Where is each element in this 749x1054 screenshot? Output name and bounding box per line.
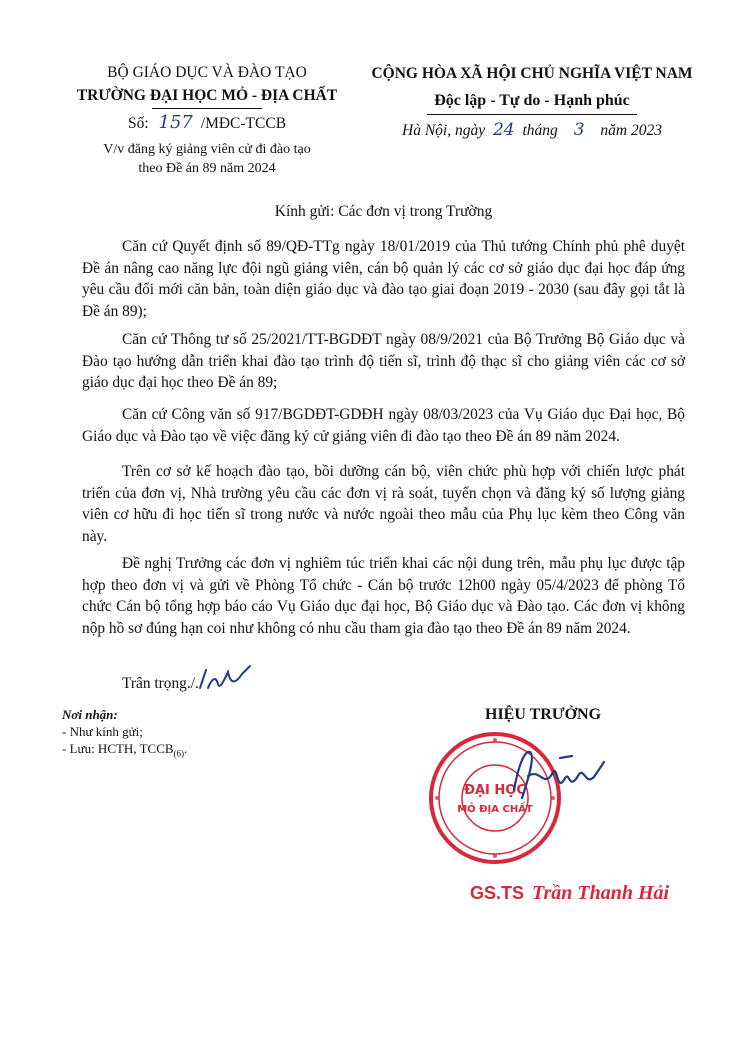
closing: Trân trọng./. [122,675,199,692]
ministry-name: BỘ GIÁO DỤC VÀ ĐÀO TẠO [107,64,307,81]
recipients-line-2 [62,740,187,763]
paragraph-3: Căn cứ Công văn số 917/BGDĐT-GDĐH ngày 08/03/2023 của Vụ Giáo dục Đại học, Bộ Giáo dục và Đào tạo về việc đăng ký cử giảng viên đi đào tạo theo Đề án 89 năm 2024. [82,406,685,445]
seal-text-1: ĐẠI HỌC [464,783,526,798]
recipients-line-2-end: . [184,741,188,756]
country-name: CỘNG HÒA XÃ HỘI CHỦ NGHĨA VIỆT NAM [371,65,693,82]
date-suffix: năm 2023 [600,122,662,139]
initials-mark [196,662,256,694]
greeting: Kính gửi: Các đơn vị trong Trường [274,203,493,220]
signer-name [470,882,669,905]
university-name: TRƯỜNG ĐẠI HỌC MỎ - ĐỊA CHẤT [76,87,338,104]
recipients-title: Nơi nhận: [62,707,118,722]
date-prefix: Hà Nội, ngày [402,122,486,139]
header-right [352,62,712,143]
handwritten-signature [500,742,650,812]
number-prefix: Số: [127,115,149,132]
signer-fullname: Trần Thanh Hải [532,882,670,904]
header-left [62,62,352,136]
national-motto: Độc lập - Tự do - Hạnh phúc [434,92,630,109]
recipients-line-1: - Như kính gửi; [62,724,143,739]
motto-underline [427,114,637,115]
paragraph-4: Trên cơ sở kế hoạch đào tạo, bồi dưỡng cán bộ, viên chức phù hợp với chiến lược phát triển của đơn vị, Nhà trường yêu cầu các đơn vị rà soát, tuyển chọn và đăng ký số lượng giảng viên cơ hữu đi học tiến sĩ trong nước và nước ngoài theo mẫu của Phụ lục kèm theo Công văn này. [82,463,685,545]
date-day: 24 [492,120,515,140]
recipients [62,706,187,763]
university-underline [152,108,262,109]
subject-line-1: V/v đăng ký giảng viên cử đi đào tạo [103,142,311,157]
document-number [62,111,352,136]
paragraph-2: Căn cứ Thông tư số 25/2021/TT-BGDĐT ngày 08/9/2021 của Bộ Trưởng Bộ Giáo dục và Đào tạo hướng dẫn triển khai đào tạo trình độ tiến sĩ, trình độ thạc sĩ cho giảng viên các cơ sở giáo dục đại học theo Đề án 89; [82,331,685,392]
number-handwritten: 157 [158,112,193,133]
paragraph-1: Căn cứ Quyết định số 89/QĐ-TTg ngày 18/01/2019 của Thủ tướng Chính phủ phê duyệt Đề án nâng cao năng lực đội ngũ giảng viên, cán bộ quản lý các cơ sở giáo dục đại học đáp ứng yêu cầu đổi mới căn bản, toàn diện giáo dục và đào tạo giai đoạn 2019 - 2030 (sau đây gọi tắt là Đề án 89); [82,238,685,320]
subject-line-2: theo Đề án 89 năm 2024 [138,161,276,176]
number-suffix: /MĐC-TCCB [200,115,287,132]
date-month: 3 [573,120,585,140]
paragraph-5: Đề nghị Trưởng các đơn vị nghiêm túc triển khai các nội dung trên, mẫu phụ lục được tập hợp theo đơn vị và gửi về Phòng Tổ chức - Cán bộ trước 12h00 ngày 05/4/2023 để phòng Tổ chức Cán bộ tổng hợp báo cáo Vụ Giáo dục đại học, Bộ Giáo dục và Đào tạo. Các đơn vị không nộp hồ sơ đúng hạn coi như không có nhu cầu tham gia đào tạo theo Đề án 89 năm 2024. [82,555,685,637]
signer-title: GS.TS [470,883,525,903]
date-month-word: tháng [522,122,558,139]
signer-role: HIỆU TRƯỞNG [485,706,602,723]
issue-date [352,118,712,143]
recipients-line-2-main: - Lưu: HCTH, TCCB [62,741,174,756]
seal-text-2: MỎ ĐỊA CHẤT [457,804,533,815]
recipients-line-2-sub: (6) [173,748,185,759]
subject-block [62,140,352,178]
